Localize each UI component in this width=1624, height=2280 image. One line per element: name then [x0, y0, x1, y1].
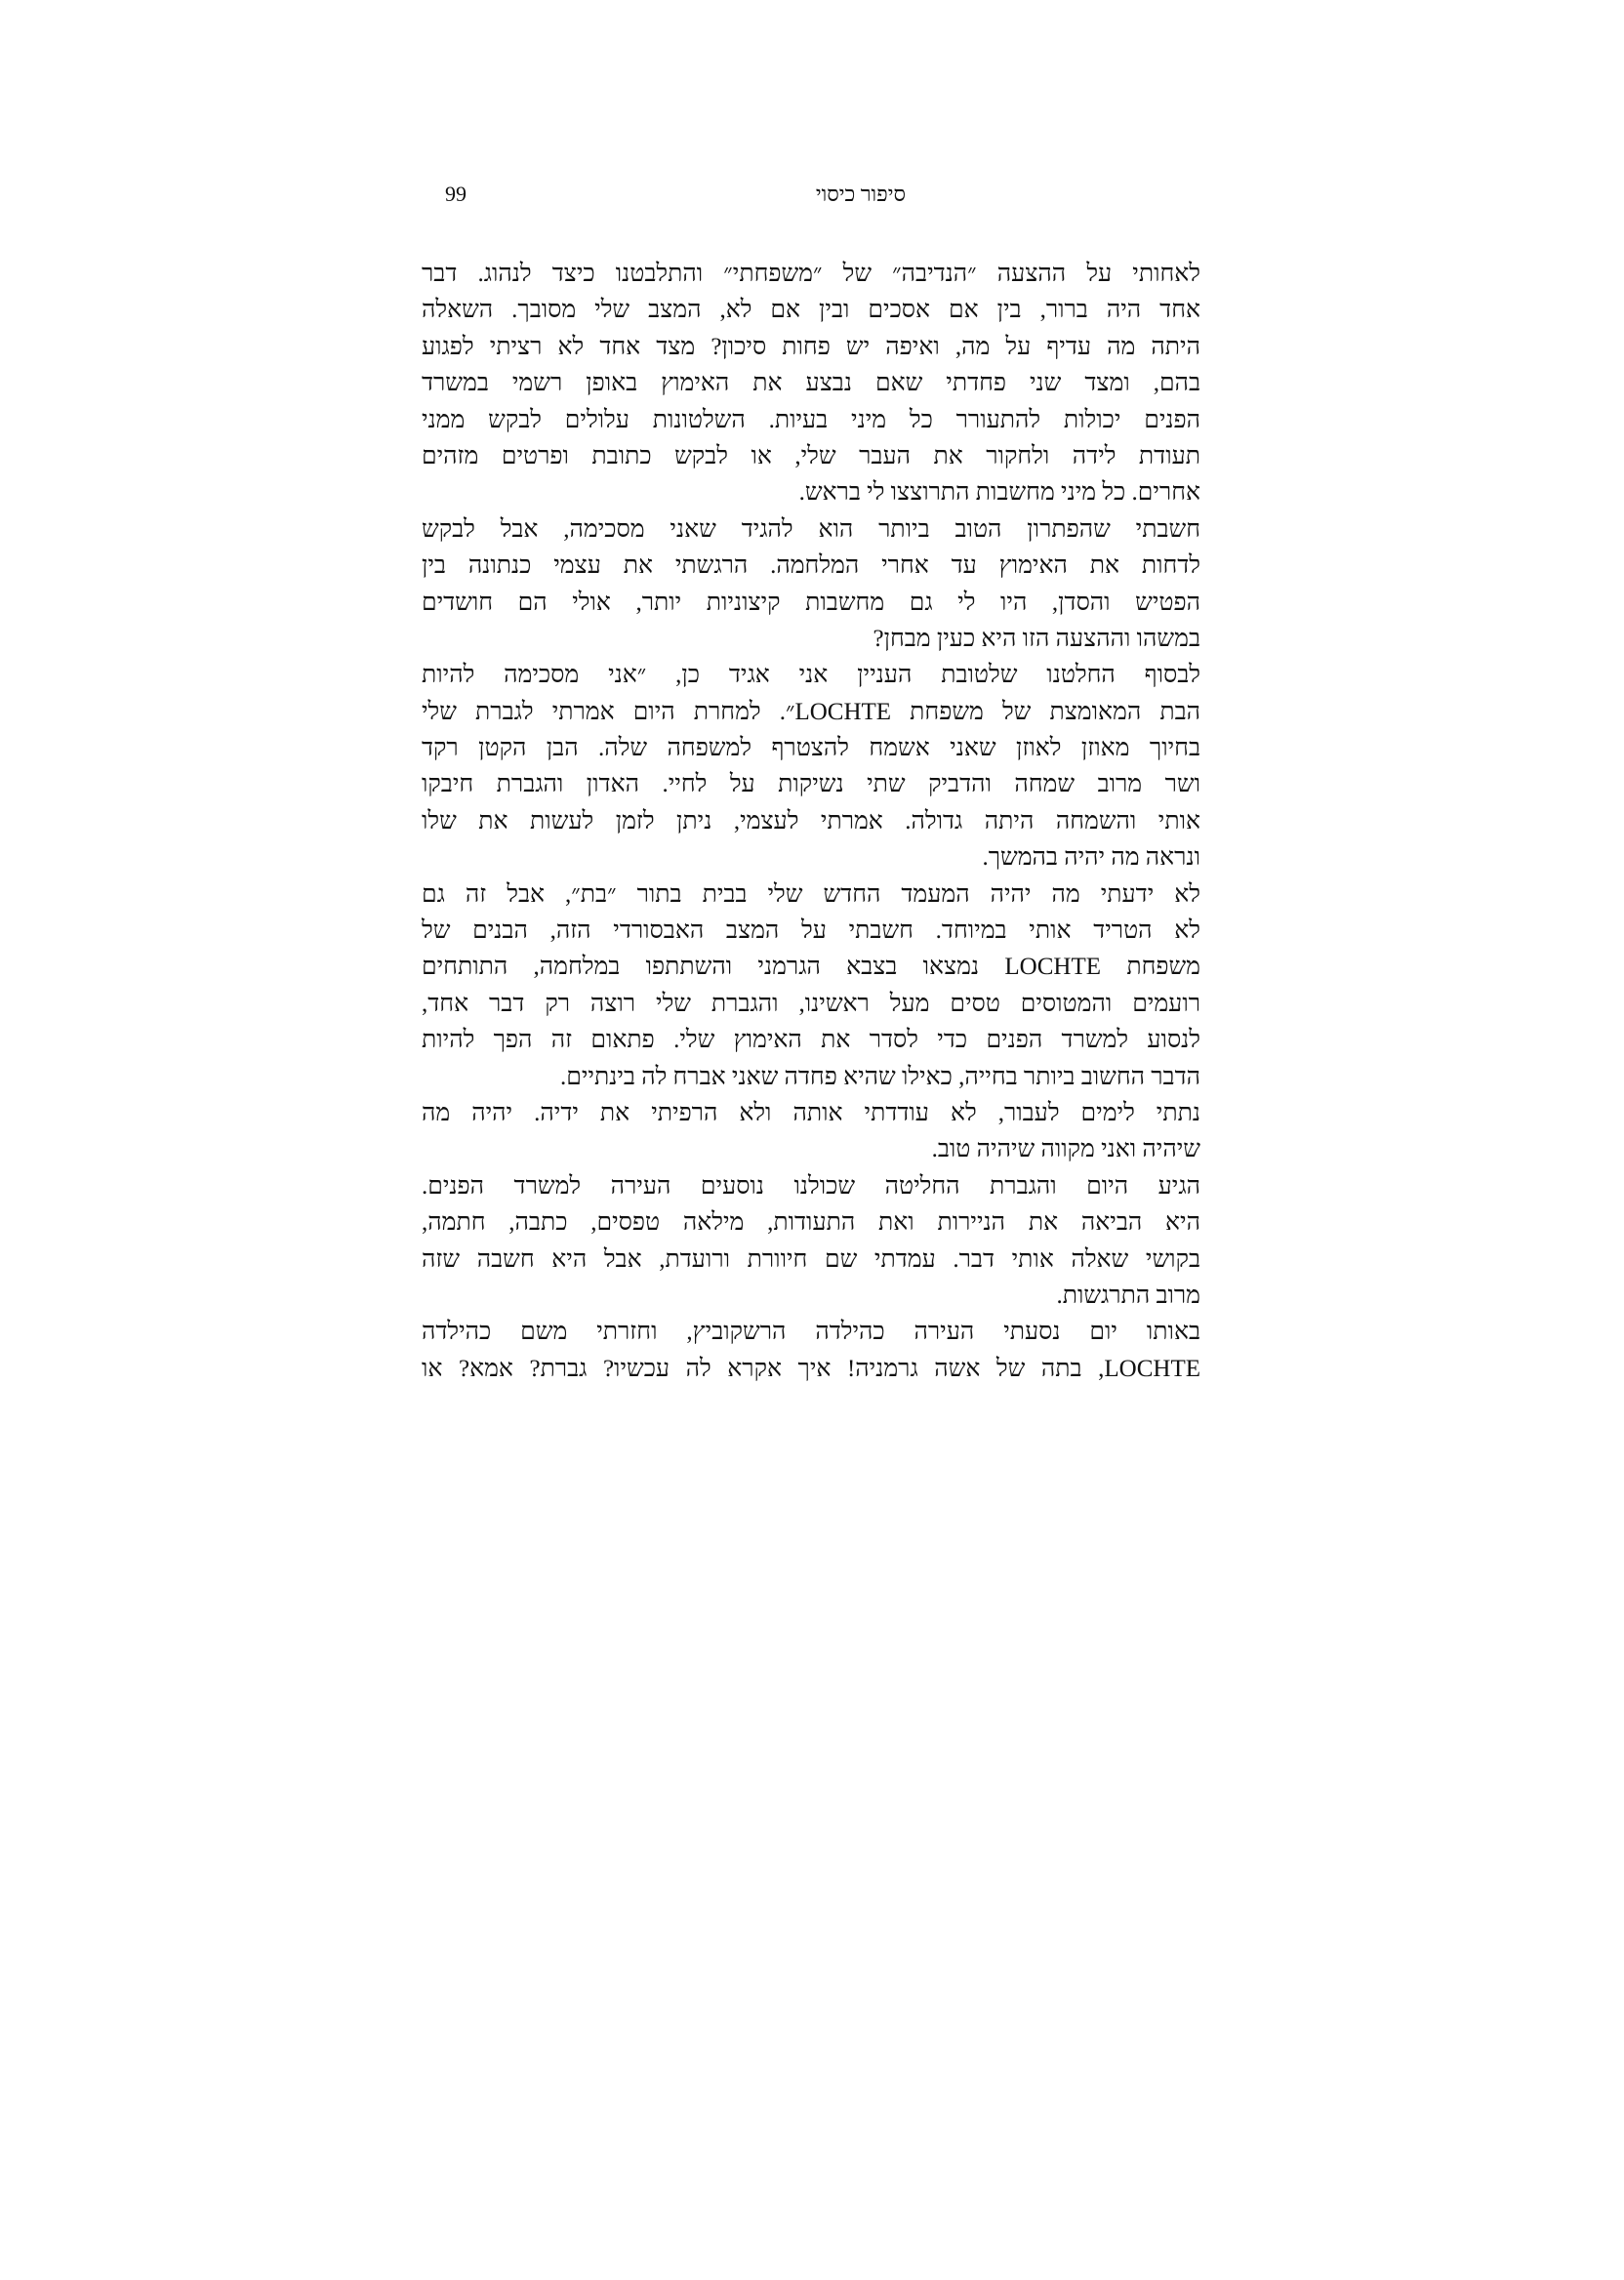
text-line: LOCHTE, בתה של אשה גרמניה! איך אקרא לה עכשיו? גברת? אמא? או	[422, 1355, 1200, 1382]
running-head	[445, 182, 1224, 221]
text-line: לדחות את האימוץ עד אחרי המלחמה. הרגשתי את עצמי כנתונה בין	[422, 552, 1200, 580]
text-line: לבסוף החלטנו שלטובת העניין אני אגיד כן, ״אני מסכימה להיות	[422, 662, 1200, 689]
paragraph	[422, 1314, 1200, 1387]
text-line: הפנים יכולות להתעורר כל מיני בעיות. השלטונות עלולים לבקש ממני	[422, 406, 1200, 433]
text-line: הגיע היום והגברת החליטה שכולנו נוסעים העירה למשרד הפנים.	[422, 1172, 1200, 1200]
body-text	[422, 256, 1200, 1387]
text-line: שיהיה ואני מקווה שיהיה טוב.	[931, 1136, 1200, 1163]
text-line: באותו יום נסעתי העירה כהילדה הרשקוביץ, וחזרתי משם כהילדה	[422, 1319, 1200, 1346]
text-line: לא הטריד אותי במיוחד. חשבתי על המצב האבסורדי הזה, הבנים של	[422, 917, 1200, 945]
text-line: בחיוך מאוזן לאוזן שאני אשמח להצטרף למשפחה שלה. הבן הקטן רקד	[422, 735, 1200, 762]
text-line: ונראה מה יהיה בהמשך.	[982, 844, 1200, 872]
text-line: היתה מה עדיף על מה, ואיפה יש פחות סיכון? מצד אחד לא רציתי לפגוע	[422, 333, 1200, 360]
chapter-title: סיפור כיסוי	[815, 182, 906, 206]
text-line: לאחותי על ההצעה ״הנדיבה״ של ״משפחתי״ והתלבטנו כיצד לנהוג. דבר	[422, 261, 1200, 287]
text-line: הדבר החשוב ביותר בחייה, כאילו שהיא פחדה שאני אברח לה בינתיים.	[560, 1063, 1200, 1090]
page-number: 99	[445, 182, 467, 206]
text-line: משפחת LOCHTE נמצאו בצבא הגרמני והשתתפו במלחמה, התותחים	[422, 954, 1200, 981]
text-line: במשהו וההצעה הזו היא כעין מבחן?	[873, 625, 1200, 652]
text-line: נתתי לימים לעבור, לא עודדתי אותה ולא הרפיתי את ידיה. יהיה מה	[422, 1099, 1200, 1126]
text-line: הבת המאומצת של משפחת LOCHTE״. למחרת היום אמרתי לגברת שלי	[422, 698, 1200, 725]
text-line: בקושי שאלה אותי דבר. עמדתי שם חיוורת ורועדת, אבל היא חשבה שזה	[422, 1245, 1200, 1273]
text-line: אחד היה ברור, בין אם אסכים ובין אם לא, המצב שלי מסובך. השאלה	[422, 297, 1200, 324]
text-line: הפטיש והסדן, היו לי גם מחשבות קיצוניות יותר, אולי הם חושדים	[422, 589, 1200, 616]
text-line: אחרים. כל מיני מחשבות התרוצצו לי בראש.	[798, 479, 1200, 507]
paragraph	[422, 1168, 1200, 1315]
text-line: היא הביאה את הניירות ואת התעודות, מילאה טפסים, כתבה, חתמה,	[422, 1209, 1200, 1237]
paragraph	[422, 657, 1200, 875]
text-line: תעודת לידה ולחקור את העבר שלי, או לבקש כתובת ופרטים מזהים	[422, 442, 1200, 469]
text-line: רועמים והמטוסים טסים מעל ראשינו, והגברת שלי רוצה רק דבר אחד,	[422, 990, 1200, 1017]
text-line: מרוב התרגשות.	[1056, 1282, 1200, 1309]
paragraph	[422, 1095, 1200, 1168]
text-line: אותי והשמחה היתה גדולה. אמרתי לעצמי, ניתן לזמן לעשות את שלו	[422, 807, 1200, 835]
text-line: חשבתי שהפתרון הטוב ביותר הוא להגיד שאני מסכימה, אבל לבקש	[422, 515, 1200, 543]
text-line: בהם, ומצד שני פחדתי שאם נבצע את האימוץ באופן רשמי במשרד	[422, 370, 1200, 397]
text-line: לא ידעתי מה יהיה המעמד החדש שלי בבית בתור ״בת״, אבל זה גם	[422, 880, 1200, 908]
paragraph	[422, 256, 1200, 511]
text-line: ושר מרוב שמחה והדביק שתי נשיקות על לחיי. האדון והגברת חיבקו	[422, 771, 1200, 798]
paragraph	[422, 876, 1200, 1095]
paragraph	[422, 511, 1200, 658]
text-line: לנסוע למשרד הפנים כדי לסדר את האימוץ שלי. פתאום זה הפך להיות	[422, 1027, 1200, 1054]
